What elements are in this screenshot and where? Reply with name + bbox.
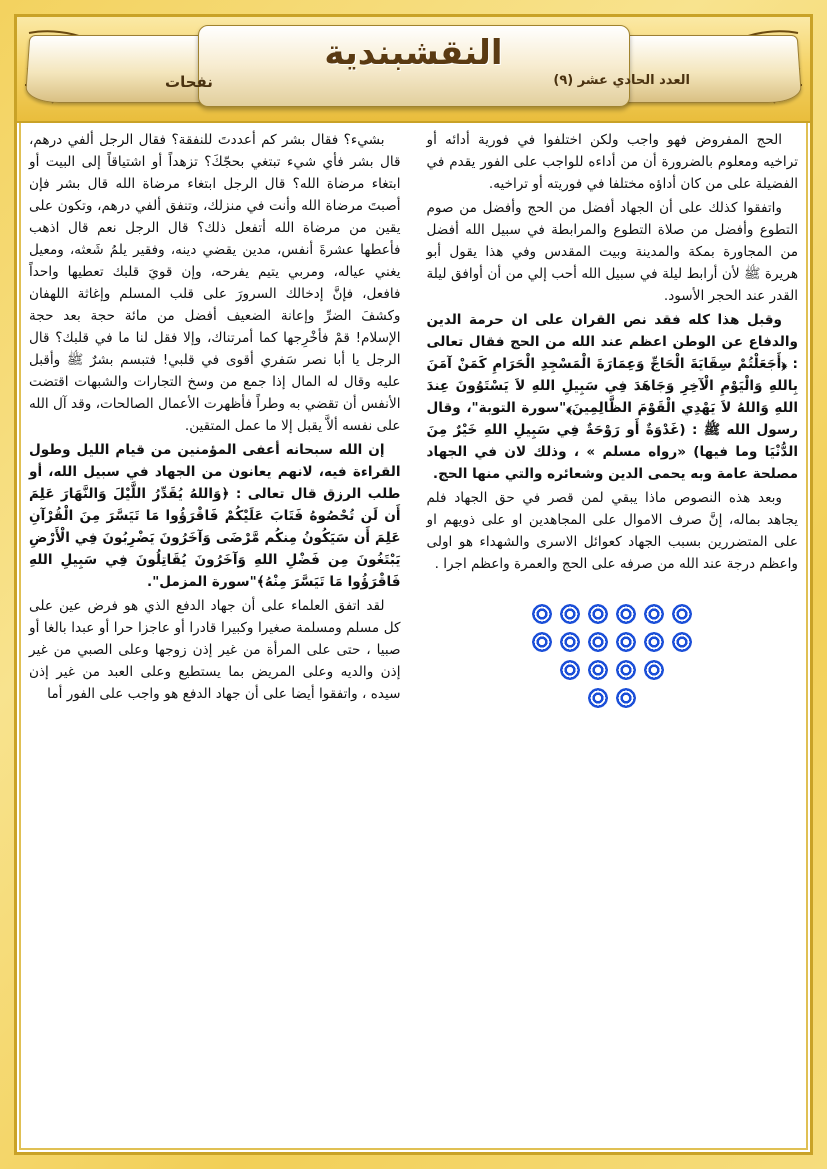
rosette-cell [641,629,667,655]
rosette-cell [557,657,583,683]
ornament-block [427,601,799,711]
page-inner-frame [14,14,813,1155]
rosette-cell [641,657,667,683]
rosette-cell [585,629,611,655]
rosette-cell [557,629,583,655]
rosette-cell [585,685,611,711]
column-right [29,129,401,1142]
paragraph: لقد اتفق العلماء على أن جهاد الدفع الذي هو فرض عين على كل مسلم ومسلمة صغيرا وكبيرا قادرا أو عاجزا حرا أو عبدا بالغا أو صبيا ، حتى على المرأة من غير إذن زوجها وعلى الصبي من غير إذن والديه وعلى المريض بما يستطيع وعلى العبد من غير إذن سيده ، واتفقوا أيضا على أن جهاد الدفع هو واجب على الفور أما [29,598,401,703]
issue-number-label: العدد الحادي عشر (٩) [553,73,690,88]
paragraph-quran-quote: إن الله سبحانه أعفى المؤمنين من قيام الليل وطول القراءة فيه، لانهم يعانون من الجهاد في سبيل الله، أو طلب الرزق قال تعالى : ﴿وَاللهُ يُقَدِّرُ اللَّيْلَ وَالنَّهَارَ عَلِمَ أَن لَن تُحْصُوهُ فَتَابَ عَلَيْكُمْ فَاقْرَؤُوا مَا تَيَسَّرَ مِنَ الْقُرْآنِ عَلِمَ أَن سَيَكُونُ مِنكُم مَّرْضَى وَآخَرُونَ يَضْرِبُونَ فِي الْأَرْضِ يَبْتَغُونَ مِن فَضْلِ اللهِ وَآخَرُونَ يُقَاتِلُونَ فِي سَبِيلِ اللهِ فَاقْرَؤُوا مَا تَيَسَّرَ مِنْهُ﴾"سورة المزمل". [29,442,401,591]
rosette-cell [529,601,555,627]
paragraph-quran-quote: وقبل هذا كله فقد نص القران على ان حرمة الدين والدفاع عن الوطن اعظم عند الله من الحج فقال تعالى : ﴿أَجَعَلْتُمْ سِقَايَةَ الْحَاجِّ وَعِمَارَةَ الْمَسْجِدِ الْحَرَامِ كَمَنْ آمَنَ بِاللهِ وَالْيَوْمِ الْآخِرِ وَجَاهَدَ فِي سَبِيلِ اللهِ لاَ يَسْتَوُونَ عِندَ اللهِ وَاللهُ لاَ يَهْدِي الْقَوْمَ الظَّالِمِينَ﴾"سورة التوبة"، وقال رسول الله ﷺ : (غَدْوَةٌ أَو رَوْحَةٌ فِي سَبِيلِ اللهِ خَيْرٌ مِنَ الدُّنْيَا وما فيها) «رواه مسلم » ، وذلك لان في الجهاد مصلحة عامة وبه يحمى الدين وشعائره والتي منها الحج. [426,312,798,483]
paragraph: وبعد هذه النصوص ماذا يبقي لمن قصر في حق الجهاد فلم يجاهد بماله، إنَّ صرف الاموال على المجاهدين او على ذويهم او على المتضررين بسبب الجهاد كعوائل الاسرى والشهداء هو اولى واعظم درجة عند الله من صرفه على الحج والعمرة واعظم اجرا . [426,490,798,573]
article-body [29,129,798,1142]
paragraph: الحج المفروض فهو واجب ولكن اختلفوا في فورية أدائه أو تراخيه ومعلوم بالضرورة أن من أداءه للواجب على الفور يقدم في الفضيلة على من كان أداؤه مختلفا في فوريته أو تراخيه. [426,132,798,193]
page-title: النقشبندية [324,33,503,73]
rosette-cell [669,601,695,627]
rosette-cell [557,601,583,627]
rosette-cell [641,601,667,627]
column-left [427,129,799,1142]
rosette-cell [613,685,639,711]
paragraph: واتفقوا كذلك على أن الجهاد أفضل من الحج وأفضل من صوم التطوع وأفضل من صلاة التطوع والمرابطة في سبيل الله أفضل من المجاورة بمكة والمدينة وبيت المقدس وفي هذا يقول أبو هريرة ﷺ لأن أرابط ليلة في سبيل الله أحب إلي من أن أوافق ليلة القدر عند الحجر الأسود. [426,200,798,305]
rosette-cell [613,629,639,655]
paragraph: بشيء؟ فقال بشر كم أعددتَ للنفقة؟ فقال الرجل ألفي درهم، قال بشر فأي شيء تبتغي بحجّكَ؟ تزهداً أو اشتياقاً إلى البيت أو ابتغاء مرضاة الله؟ قال الرجل ابتغاء مرضاة الله قال بشر فإن أصبتَ مرضاة الله وأنت في منزلك، وتنفق ألفي درهم، وتكون على يقين من مرضاة الله أتفعل ذلك؟ قال الرجل نعم قال اذهب فأعطها عشرةَ أنفس، مدين يقضي دينه، وفقير يلمُ شَعثه، ومعيل يغني عياله، ومربي يتيم يفرحه، وإن قويَ قلبك تعطيها واحداً فافعل، فإنَّ إدخالك السرورَ على قلب المسلم وإغاثة اللهفان وكشفَ الضرِّ وإعانة الضعيف أفضل من مائة حجة بعد حجة الإسلام! قمْ فأخْرِجها كما أمرتناك، وإلا فقل لنا ما في قلبك؟ قال الرجل يا أبا نصر سَفري أقوى في قلبي! فتبسم بشرٌ ﷺ وأقبل عليه وقال له المال إذا جمع من وسخ التجارات والشبهات اقتضت الأنفس أن تقضي به وطراً فأظهرت الأعمال الصالحات، وقد آل الله على نفسه ألاَّ يقبل إلا ما عمل المتقين. [29,132,401,435]
rosette-cell [669,629,695,655]
rosette-cell [585,601,611,627]
rosette-cell [585,657,611,683]
rosette-cell [613,657,639,683]
rosette-cell [613,601,639,627]
masthead [17,17,810,123]
rosette-cell [529,629,555,655]
section-label-nafahat: نفحات [165,73,213,91]
geometric-rosette-ornament [529,601,695,711]
